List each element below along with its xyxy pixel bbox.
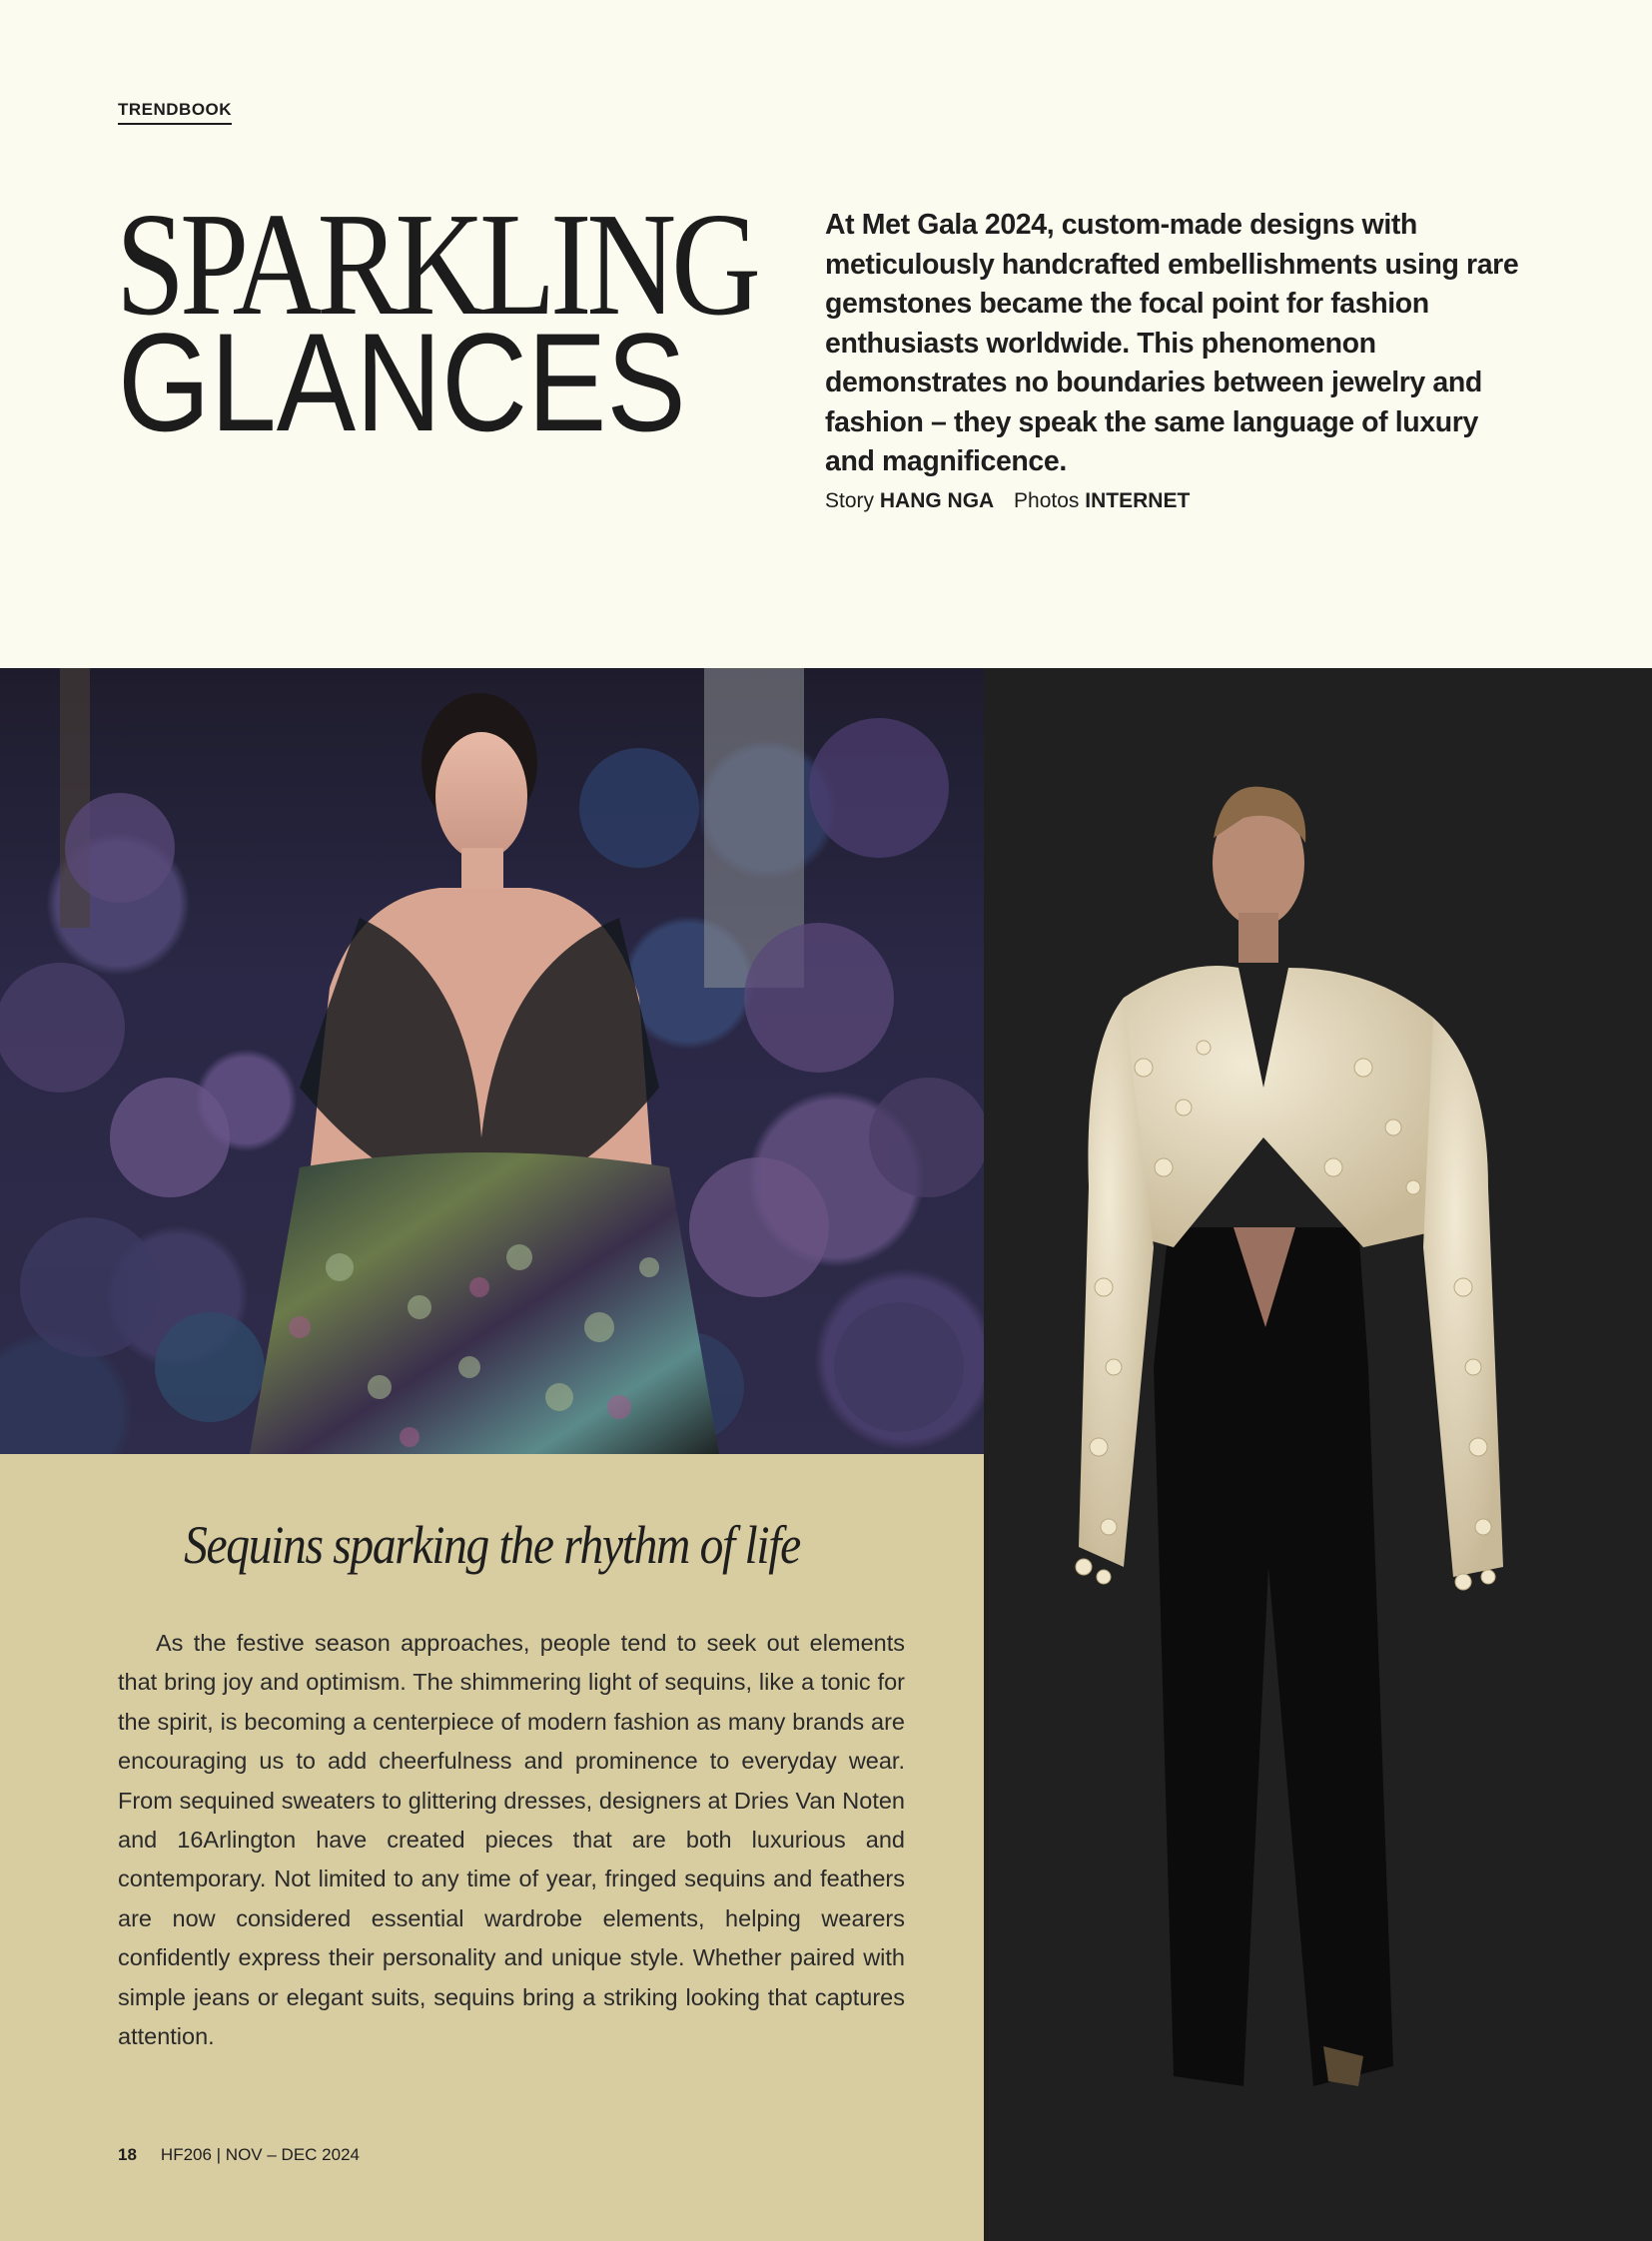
runway-photo-illustration [0,668,984,1454]
runway-photo-sequin-dress [0,668,984,1454]
photos-credit: INTERNET [1085,489,1191,512]
article-body: As the festive season approaches, people tend to seek out elements that bring joy and optimism. The shimmering light of sequins, like a tonic for the spirit, is becoming a centerpiece of modern fashion as many brands are encouraging us to add cheerfulness and prominence to everyday wear. From sequined sweaters to glittering dresses, designers at Dries Van Noten and 16Arlington have created pieces that are both luxurious and contemporary. Not limited to any time of year, fringed sequins and feathers are now considered essential wardrobe elements, helping wearers confidently express their personality and unique style. Whether paired with simple jeans or elegant suits, sequins bring a striking looking that captures attention. [118,1630,905,2050]
headline-line-2: GLANCES [118,304,686,460]
page-footer [118,2145,360,2165]
photos-label: Photos [1014,489,1080,512]
issue-info: HF206 | NOV – DEC 2024 [160,2145,360,2164]
lede-paragraph: At Met Gala 2024, custom-made designs with meticulously handcrafted embellishments using rare gemstones became the focal point for fashion enthusiasts worldwide. This phenomenon demonstrates no boundaries between jewelry and fashion – they speak the same language of luxury and magnificence. [825,209,1519,477]
story-label: Story [825,489,875,512]
section-tag: TRENDBOOK [118,100,232,125]
headline-line-1: SPARKLING [116,183,756,347]
story-author: HANG NGA [879,489,995,512]
runway-photo-pearl-jacket [984,668,1652,2241]
article-subhead: Sequins sparking the rhythm of life [184,1515,800,1575]
byline [825,489,1190,513]
runway-photo-illustration-2 [984,668,1652,2241]
page-number: 18 [118,2145,137,2164]
